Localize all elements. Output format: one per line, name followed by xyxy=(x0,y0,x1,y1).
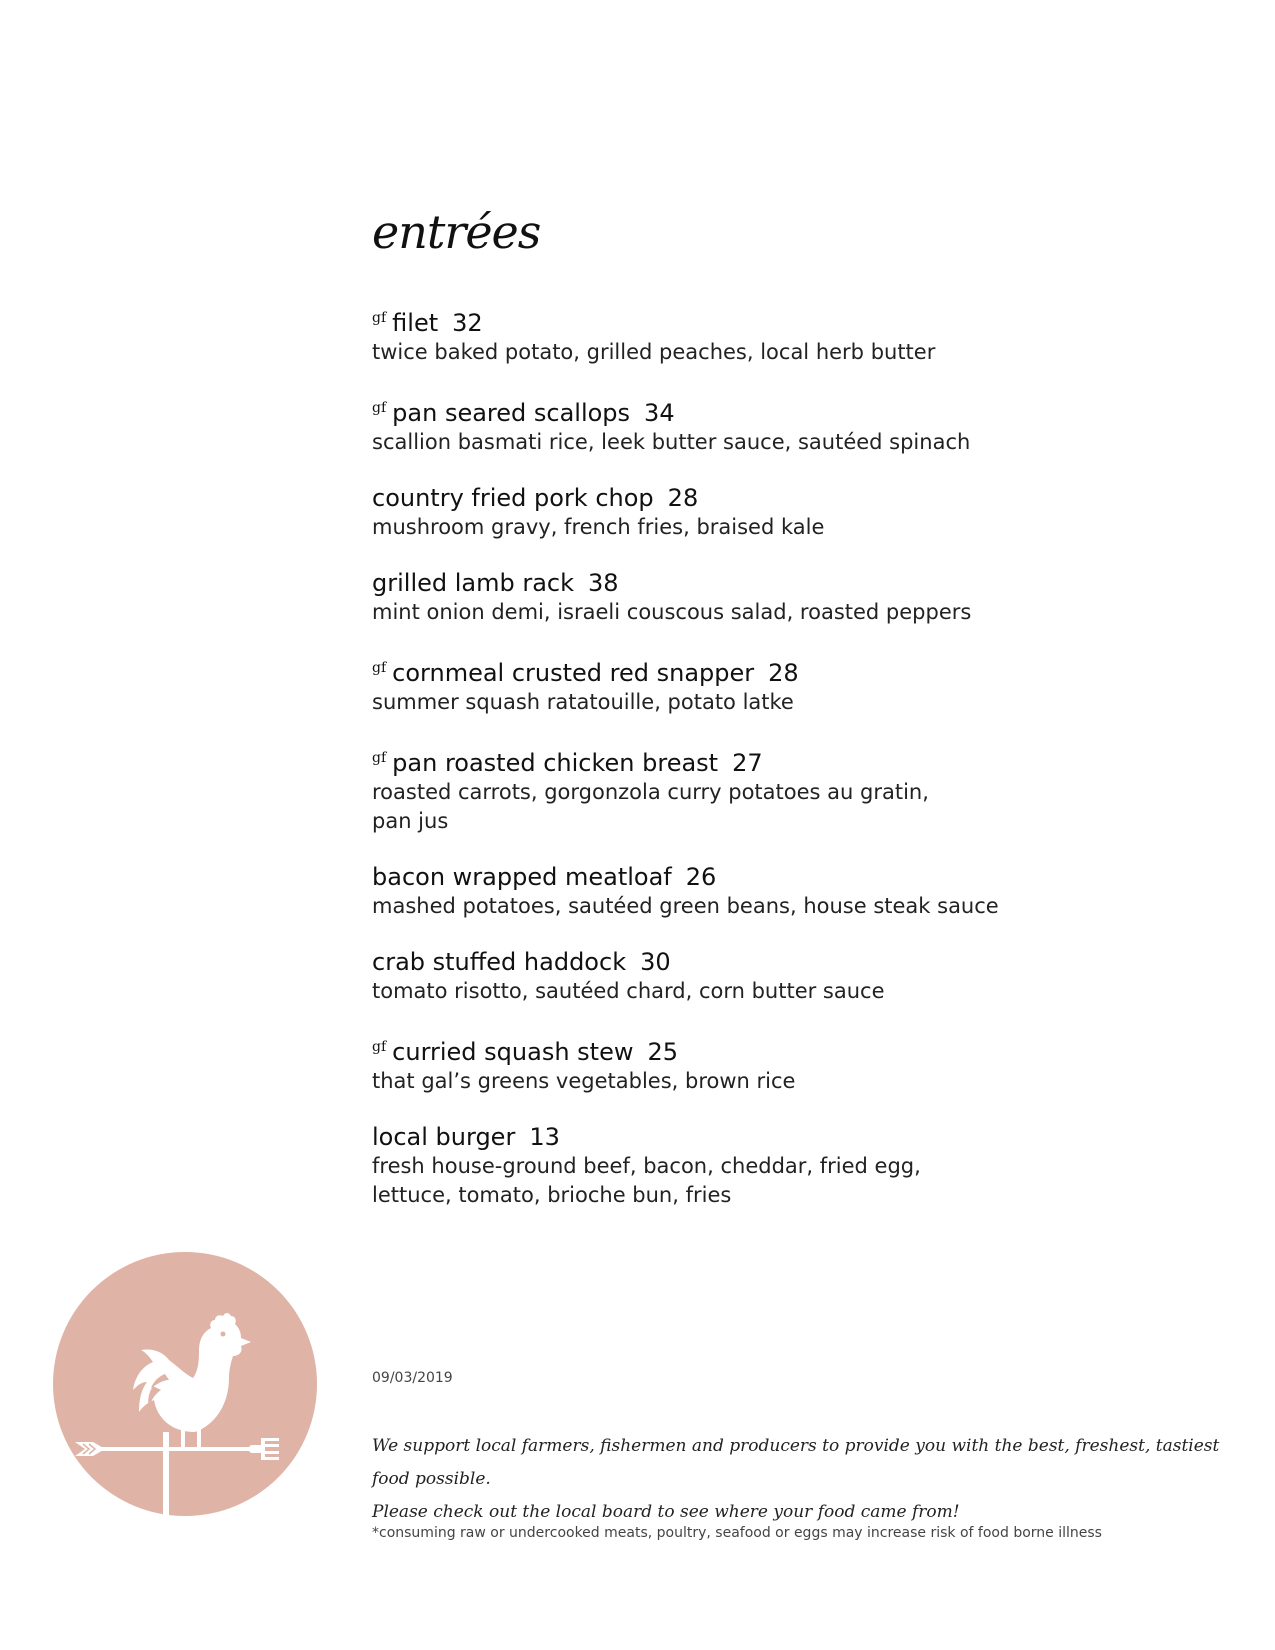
menu-item-description: scallion basmati rice, leek butter sauce, sautéed spinach xyxy=(372,430,971,454)
menu-item-description: tomato risotto, sautéed chard, corn butter sauce xyxy=(372,979,885,1003)
menu-item-header xyxy=(372,568,1072,598)
menu-item-description: twice baked potato, grilled peaches, local herb butter xyxy=(372,340,936,364)
menu-item-price: 26 xyxy=(685,863,717,891)
local-sourcing-note xyxy=(372,1430,1252,1529)
menu-item-description: summer squash ratatouille, potato latke xyxy=(372,690,794,714)
menu-item-description: mint onion demi, israeli couscous salad, roasted peppers xyxy=(372,600,972,624)
menu-item-name: curried squash stew xyxy=(392,1038,634,1066)
menu-item-description: pan jus xyxy=(372,809,449,833)
gluten-free-badge: gf xyxy=(372,750,387,766)
menu-item-header xyxy=(372,862,1072,892)
menu-item-name: local burger xyxy=(372,1123,516,1151)
menu-item-header xyxy=(372,1122,1072,1152)
menu-item-header xyxy=(372,743,1072,778)
menu-item-name: country fried pork chop xyxy=(372,484,654,512)
gluten-free-badge: gf xyxy=(372,310,387,326)
menu-item xyxy=(372,1122,1072,1210)
gluten-free-badge: gf xyxy=(372,400,387,416)
page-title: entrées xyxy=(372,205,541,259)
menu-item-name: filet xyxy=(392,309,439,337)
menu-item xyxy=(372,393,1072,457)
tagline-line-2: Please check out the local board to see where your food came from! xyxy=(372,1502,960,1522)
menu-item xyxy=(372,947,1072,1006)
menu-item xyxy=(372,862,1072,921)
menu-item-price: 28 xyxy=(667,484,699,512)
menu-date: 09/03/2019 xyxy=(372,1370,453,1386)
menu-item-name: crab stuffed haddock xyxy=(372,948,627,976)
menu-item xyxy=(372,568,1072,627)
gluten-free-badge: gf xyxy=(372,660,387,676)
menu-item-name: cornmeal crusted red snapper xyxy=(392,659,755,687)
menu-item-description: lettuce, tomato, brioche bun, fries xyxy=(372,1183,732,1207)
menu-item-header xyxy=(372,483,1072,513)
menu-item-price: 34 xyxy=(644,399,675,427)
menu-item-header xyxy=(372,947,1072,977)
menu-item-price: 28 xyxy=(768,659,799,687)
food-safety-disclaimer: *consuming raw or undercooked meats, poultry, seafood or eggs may increase risk of food borne illness xyxy=(372,1525,1102,1541)
menu-item xyxy=(372,483,1072,542)
menu-item-price: 38 xyxy=(588,569,619,597)
menu-item-description: that gal’s greens vegetables, brown rice xyxy=(372,1069,796,1093)
gluten-free-badge: gf xyxy=(372,1039,387,1055)
menu-item-name: grilled lamb rack xyxy=(372,569,575,597)
menu-item xyxy=(372,743,1072,836)
menu-item-header xyxy=(372,1032,1072,1067)
menu-item-description: fresh house-ground beef, bacon, cheddar, fried egg, xyxy=(372,1154,921,1178)
rooster-weathervane-icon xyxy=(53,1252,317,1516)
menu-item-description: roasted carrots, gorgonzola curry potatoes au gratin, xyxy=(372,780,929,804)
menu-item xyxy=(372,653,1072,717)
menu-item-price: 25 xyxy=(647,1038,679,1066)
menu-item-price: 32 xyxy=(452,309,483,337)
menu-item xyxy=(372,303,1072,367)
tagline-line-1: We support local farmers, fishermen and producers to provide you with the best, freshest, tastiest food possible. xyxy=(372,1436,1220,1489)
menu-item-description: mashed potatoes, sautéed green beans, house steak sauce xyxy=(372,894,999,918)
menu-item-description: mushroom gravy, french fries, braised kale xyxy=(372,515,825,539)
menu-item-name: pan roasted chicken breast xyxy=(392,749,719,777)
menu-item-name: bacon wrapped meatloaf xyxy=(372,863,672,891)
menu-item-price: 30 xyxy=(640,948,671,976)
menu-item-header xyxy=(372,393,1072,428)
menu-item-price: 27 xyxy=(732,749,763,777)
menu-item-header xyxy=(372,303,1072,338)
menu-item-name: pan seared scallops xyxy=(392,399,631,427)
menu-item xyxy=(372,1032,1072,1096)
menu-item-price: 13 xyxy=(529,1123,560,1151)
entree-list xyxy=(372,303,1072,1236)
menu-item-header xyxy=(372,653,1072,688)
